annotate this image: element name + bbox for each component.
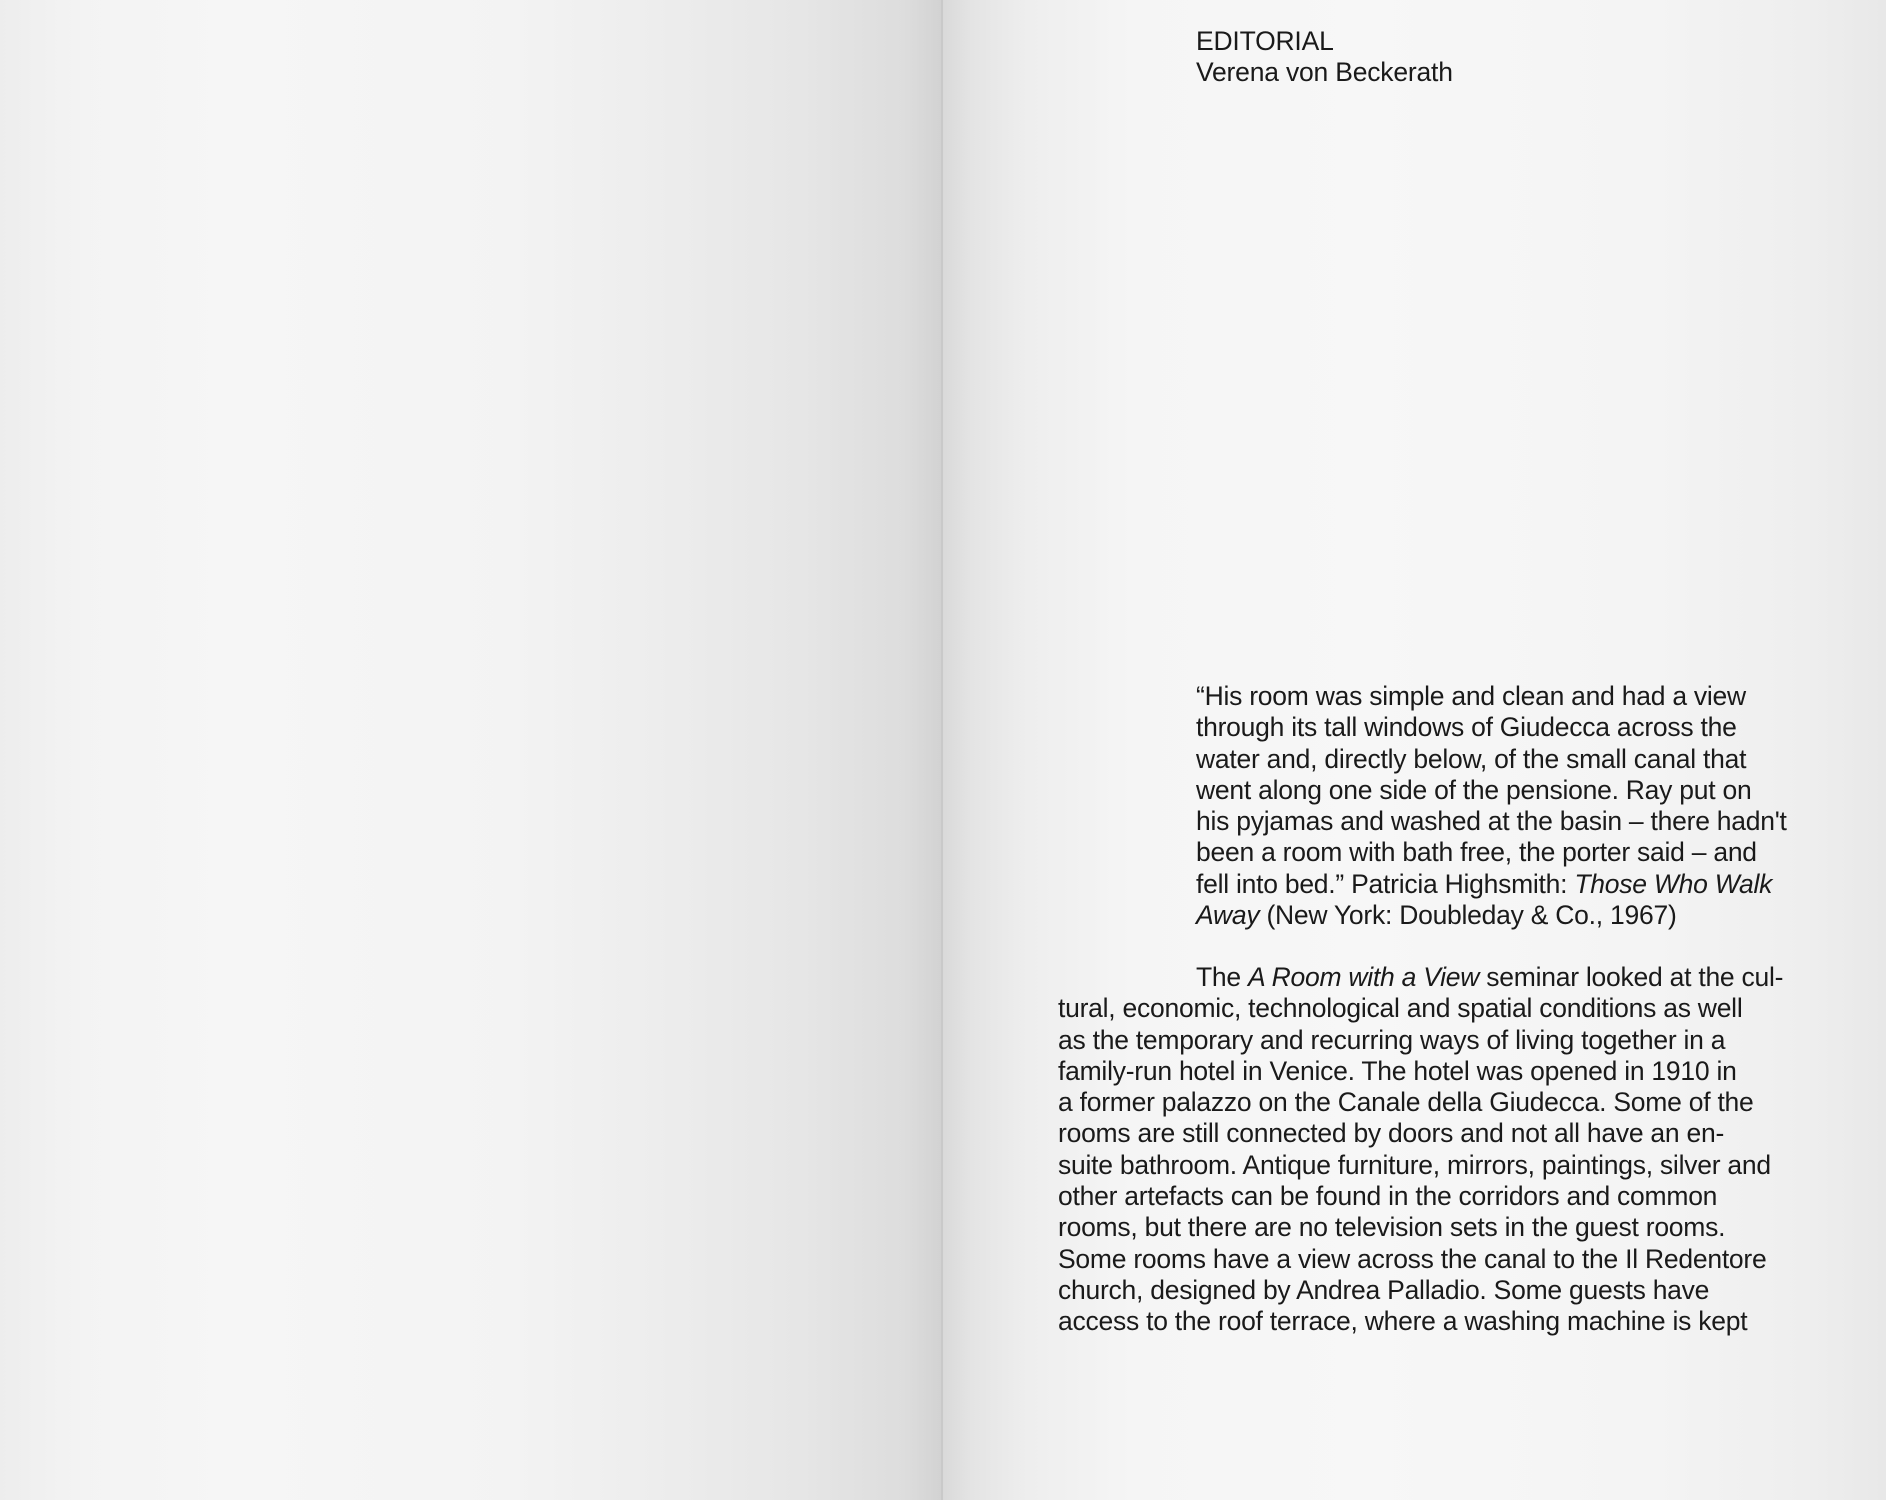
book-title-part-2: Away (1196, 900, 1260, 931)
body-text: The (1196, 962, 1249, 992)
body-line: Some rooms have a view across the canal to the Il Redentore (1058, 1243, 1767, 1274)
author-name: Verena von Beckerath (1196, 57, 1453, 87)
seminar-title: A Room with a View (1248, 962, 1480, 992)
quote-line (1196, 900, 1856, 931)
epigraph-quote (1196, 681, 1856, 931)
page-header (1196, 26, 1453, 88)
left-page (0, 0, 942, 1500)
body-line: access to the roof terrace, where a washing machine is kept (1058, 1306, 1748, 1337)
quote-line: been a room with bath free, the porter said – and (1196, 837, 1757, 868)
quote-line (1196, 869, 1856, 900)
gutter-line (941, 0, 943, 1500)
body-line: other artefacts can be found in the corridors and common (1058, 1181, 1718, 1212)
body-line: family-run hotel in Venice. The hotel was opened in 1910 in (1058, 1055, 1737, 1086)
section-title: EDITORIAL (1196, 26, 1334, 56)
quote-line: “His room was simple and clean and had a view (1196, 681, 1746, 711)
body-line: as the temporary and recurring ways of living together in a (1058, 1024, 1726, 1055)
book-title-part-1: Those Who Walk (1574, 868, 1773, 899)
quote-text: fell into bed.” Patricia Highsmith: (1196, 868, 1575, 899)
body-paragraph (1058, 962, 1858, 1338)
quote-line: his pyjamas and washed at the basin – there hadn't (1196, 806, 1787, 837)
body-line: rooms, but there are no television sets in the guest rooms. (1058, 1212, 1726, 1243)
body-line: tural, economic, technological and spatial conditions as well (1058, 993, 1743, 1024)
body-text: seminar looked at the cul- (1479, 962, 1784, 992)
body-line: church, designed by Andrea Palladio. Some guests have (1058, 1274, 1710, 1305)
quote-line: water and, directly below, of the small canal that (1196, 743, 1747, 774)
body-line: suite bathroom. Antique furniture, mirrors, paintings, silver and (1058, 1149, 1771, 1180)
body-line: a former palazzo on the Canale della Giudecca. Some of the (1058, 1087, 1754, 1118)
body-line (1058, 962, 1858, 993)
quote-line: through its tall windows of Giudecca across the (1196, 712, 1737, 743)
citation-text: (New York: Doubleday & Co., 1967) (1259, 900, 1677, 931)
body-line: rooms are still connected by doors and not all have an en- (1058, 1118, 1725, 1149)
quote-line: went along one side of the pensione. Ray put on (1196, 774, 1752, 805)
